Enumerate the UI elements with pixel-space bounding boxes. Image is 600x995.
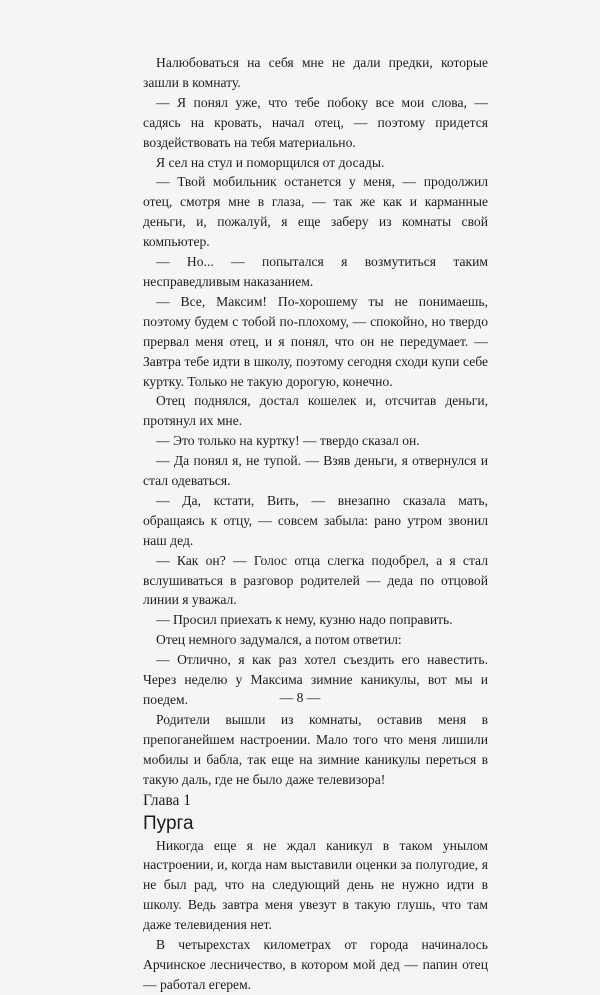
paragraph: Родители вышли из комнаты, оставив меня в препоганейшем настроении. Мало того что меня лишили мобилы и бабла, так еще на зимние каникулы переться в такую даль, где не было даже телевизора! (143, 711, 488, 787)
paragraph: Отец немного задумался, а потом ответил: (156, 632, 402, 648)
paragraph: — Да, кстати, Вить, — внезапно сказала мать, обращаясь к отцу, — совсем забыла: рано утром звонил наш дед. (143, 492, 488, 548)
paragraph: — Все, Максим! По-хорошему ты не понимаешь, поэтому будем с тобой по-плохому, — спокойно, но твердо прервал меня отец, и я понял, что он не передумает. — Завтра тебе идти в школу, поэтому сегодня сходи купи себе куртку. Только не такую дорогую, конечно. (143, 293, 488, 389)
paragraph: — Просил приехать к нему, кузню надо поправить. (156, 612, 453, 628)
paragraph: — Отлично, я как раз хотел съездить его навестить. Через неделю у Максима зимние каникулы, вот мы и поедем. (143, 652, 488, 707)
paragraph: Никогда еще я не ждал каникул в таком унылом настроении, и, когда нам выставили оценки за полугодие, я не был рад, что на следующий день не нужно идти в школу. Ведь завтра меня увезут в такую глушь, что там даже телевидения нет. (143, 837, 488, 933)
paragraph: — Да понял я, не тупой. — Взяв деньги, я отвернулся и стал одеваться. (143, 453, 488, 489)
paragraph: — Я понял уже, что тебе побоку все мои слова, — садясь на кровать, начал отец, — поэтому придется воздействовать на тебя материально. (143, 94, 488, 150)
paragraph: — Это только на куртку! — твердо сказал он. (156, 433, 420, 449)
paragraph: Налюбоваться на себя мне не дали предки, которые зашли в комнату. (143, 55, 488, 90)
paragraph: — Как он? — Голос отца слегка подобрел, а я стал вслушиваться в разговор родителей — деда по отцовой линии я уважал. (143, 552, 488, 608)
chapter-title: Пурга (143, 812, 194, 834)
chapter-number: Глава 1 (143, 791, 192, 809)
page-text (143, 53, 488, 995)
paragraph: — Твой мобильник останется у меня, — продолжил отец, смотря мне в глаза, — так же как и карманные деньги, и, пожалуй, я еще заберу из комнаты свой компьютер. (143, 174, 488, 250)
paragraph: В четырехстах километрах от города начиналось Арчинское лесничество, в котором мой дед — папин отец — работал егерем. (143, 937, 488, 992)
page-number: — 8 — (279, 690, 321, 705)
paragraph: Я сел на стул и поморщился от досады. (156, 154, 385, 170)
paragraph: — Но... — попытался я возмутиться таким несправедливым наказанием. (143, 254, 488, 289)
paragraph: Отец поднялся, достал кошелек и, отсчитав деньги, протянул их мне. (143, 393, 488, 429)
